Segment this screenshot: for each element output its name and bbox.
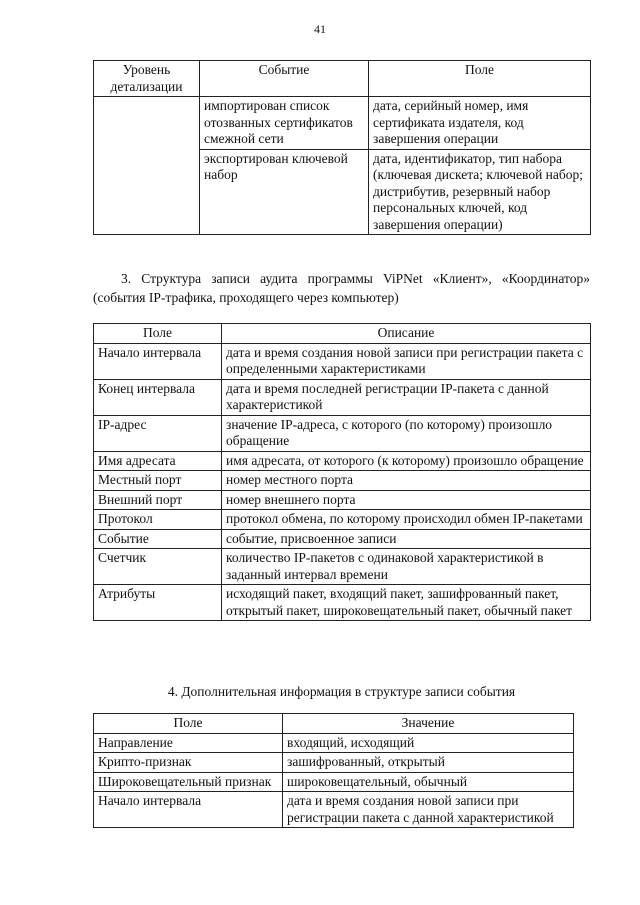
- table-row: [94, 97, 591, 150]
- table-cell: Начало интервала: [94, 343, 222, 379]
- table-cell: количество IP-пакетов с одинаковой характеристикой в заданный интервал времени: [222, 549, 591, 585]
- table-cell: исходящий пакет, входящий пакет, зашифрованный пакет, открытый пакет, широковещательный пакет, обычный пакет: [222, 585, 591, 621]
- column-header: Описание: [222, 324, 591, 344]
- table-cell: зашифрованный, открытый: [283, 753, 574, 773]
- page-number: 41: [314, 22, 326, 36]
- table-row: [94, 733, 574, 753]
- table-row: [94, 549, 591, 585]
- table-header-row: [94, 61, 591, 97]
- table-cell: Широковещательный признак: [94, 772, 283, 792]
- table-cell: значение IP-адреса, с которого (по которому) произошло обращение: [222, 415, 591, 451]
- table-cell: дата и время создания новой записи при регистрации пакета с данной характеристикой: [283, 792, 574, 828]
- table-cell: протокол обмена, по которому происходил обмен IP-пакетами: [222, 510, 591, 530]
- section-4-heading: 4. Дополнительная информация в структуре записи события: [167, 684, 516, 699]
- table-row: [94, 415, 591, 451]
- table-cell: дата и время создания новой записи при регистрации пакета с определенными характеристиками: [222, 343, 591, 379]
- table-cell: дата, идентификатор, тип набора (ключевая дискета; ключевой набор; дистрибутив, резервный набор персональных ключей, код завершения операции): [369, 149, 591, 235]
- table-cell: Направление: [94, 733, 283, 753]
- table-row: [94, 379, 591, 415]
- table-cell: Протокол: [94, 510, 222, 530]
- table-header-row: [94, 324, 591, 344]
- column-header: Значение: [283, 714, 574, 734]
- table-cell: Событие: [94, 529, 222, 549]
- table-cell: Местный порт: [94, 471, 222, 491]
- table-header-row: [94, 714, 574, 734]
- column-header: Поле: [94, 714, 283, 734]
- table-cell: [94, 97, 200, 235]
- table-cell: входящий, исходящий: [283, 733, 574, 753]
- column-header: Уровень детализации: [94, 61, 200, 97]
- table-cell: Имя адресата: [94, 451, 222, 471]
- table-row: [94, 753, 574, 773]
- table-cell: широковещательный, обычный: [283, 772, 574, 792]
- event-fields-table: [93, 60, 591, 235]
- column-header: Поле: [369, 61, 591, 97]
- table-cell: IP-адрес: [94, 415, 222, 451]
- table-cell: номер внешнего порта: [222, 490, 591, 510]
- table-cell: Внешний порт: [94, 490, 222, 510]
- table-cell: номер местного порта: [222, 471, 591, 491]
- ip-traffic-audit-table: [93, 323, 591, 621]
- table-cell: дата и время последней регистрации IP-пакета с данной характеристикой: [222, 379, 591, 415]
- table-cell: Счетчик: [94, 549, 222, 585]
- table-cell: Крипто-признак: [94, 753, 283, 773]
- table-row: [94, 343, 591, 379]
- table-cell: Атрибуты: [94, 585, 222, 621]
- column-header: Поле: [94, 324, 222, 344]
- table-row: [94, 471, 591, 491]
- table-cell: импортирован список отозванных сертификатов смежной сети: [200, 97, 369, 150]
- column-header: Событие: [200, 61, 369, 97]
- table-cell: Начало интервала: [94, 792, 283, 828]
- table-row: [94, 529, 591, 549]
- table-row: [94, 451, 591, 471]
- table-row: [94, 490, 591, 510]
- section-3-heading: 3. Структура записи аудита программы ViPNet «Клиент», «Координатор» (события IP-трафика, проходящего через компьютер): [93, 271, 590, 305]
- table-row: [94, 792, 574, 828]
- table-row: [94, 772, 574, 792]
- table-row: [94, 510, 591, 530]
- additional-info-table: [93, 713, 574, 828]
- table-cell: Конец интервала: [94, 379, 222, 415]
- table-cell: дата, серийный номер, имя сертификата издателя, код завершения операции: [369, 97, 591, 150]
- table-cell: имя адресата, от которого (к которому) произошло обращение: [222, 451, 591, 471]
- table-cell: экспортирован ключевой набор: [200, 149, 369, 235]
- table-row: [94, 585, 591, 621]
- table-cell: событие, присвоенное записи: [222, 529, 591, 549]
